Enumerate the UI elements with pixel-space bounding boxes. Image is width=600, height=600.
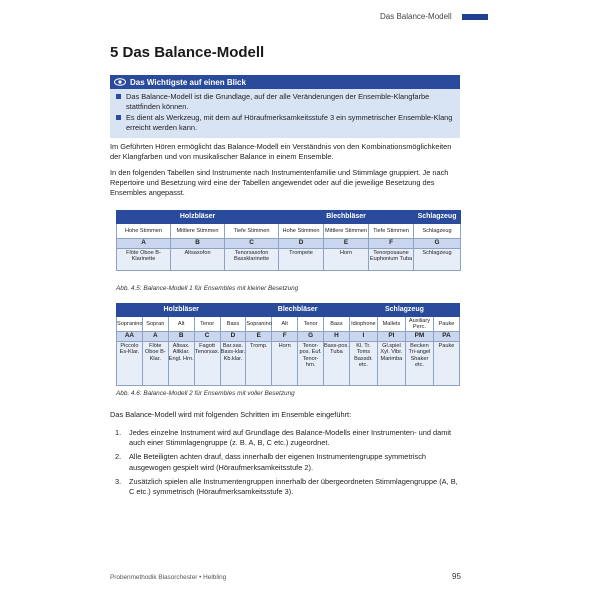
balance-table-1	[116, 210, 461, 271]
table-voice-row	[117, 224, 461, 239]
letter-cell: D	[220, 332, 246, 342]
voice-cell: Tenor	[298, 317, 324, 332]
letter-cell: E	[324, 239, 369, 249]
paragraph-tables: In den folgenden Tabellen sind Instrumente nach Instrumentenfamilie und Stimmlage gruppiert. Je nach Repertoire und Besetzung wird eine der Tabellen angewendet oder auf die jeweilige Besetzung des Ensembles angepasst.	[110, 168, 449, 198]
list-item-number: 1.	[115, 428, 122, 437]
letter-cell: B	[168, 332, 194, 342]
table-letter-row	[117, 239, 461, 249]
voice-cell: Tiefe Stimmen	[225, 224, 279, 239]
eye-icon	[114, 78, 126, 86]
voice-cell: Sopranino	[117, 317, 143, 332]
letter-cell: PA	[433, 332, 459, 342]
group-header: Blechbläser	[279, 211, 414, 224]
table-1-caption: Abb. 4.5: Balance-Modell 1 für Ensembles mit kleiner Besetzung	[116, 285, 299, 292]
chapter-title: 5 Das Balance-Modell	[110, 44, 265, 61]
list-item	[115, 477, 463, 497]
voice-cell: Mittlere Stimmen	[171, 224, 225, 239]
instrument-cell: Fagott Tenorsax.	[194, 342, 220, 386]
voice-cell: Pauke	[433, 317, 459, 332]
instrument-cell: Kl. Tr. Toms Bassdr. etc.	[349, 342, 377, 386]
list-item-text: Zusätzlich spielen alle Instrumentengruppen innerhalb der übergeordneten Stimmlagengruppe (A, B, C etc.) symmetrisch (Höraufmerksamkeitsstufe 3).	[129, 476, 458, 497]
steps-intro: Das Balance-Modell wird mit folgenden Schritten im Ensemble eingeführt:	[110, 410, 352, 419]
summary-item-text: Es dient als Werkzeug, mit dem auf Höraufmerksamkeitsstufe 3 ein symmetrischer Ensemble-Klang erreicht werden kann.	[126, 113, 453, 132]
instrument-cell: Tenorsaxofon Bassklarinette	[225, 249, 279, 271]
letter-cell: D	[279, 239, 324, 249]
instrument-cell: Tromp.	[246, 342, 272, 386]
table-group-row	[117, 304, 460, 317]
list-item	[115, 428, 463, 448]
voice-cell: Mittlere Stimmen	[324, 224, 369, 239]
instrument-cell: Pauke	[433, 342, 459, 386]
table-2-caption: Abb. 4.6: Balance-Modell 2 für Ensembles mit voller Besetzung	[116, 390, 295, 397]
letter-cell: B	[171, 239, 225, 249]
summary-item-text: Das Balance-Modell ist die Grundlage, auf der alle Veränderungen der Ensemble-Klangfarbe stattfinden können.	[126, 92, 430, 111]
list-item-number: 3.	[115, 476, 122, 486]
header-section-title: Das Balance-Modell	[380, 12, 452, 21]
letter-cell: H	[324, 332, 350, 342]
instrument-cell: Altsax. Altklar. Engl. Hrn.	[168, 342, 194, 386]
letter-cell: A	[117, 239, 171, 249]
instrument-cell: Trompete	[279, 249, 324, 271]
instrument-cell: Becken Tri-angel Shaker etc.	[405, 342, 433, 386]
summary-box	[110, 75, 460, 138]
instrument-cell: Altsaxofon	[171, 249, 225, 271]
footer-publication: Probenmethodik Blasorchester • Helbling	[110, 574, 227, 581]
instrument-cell: Bass-pos. Tuba	[324, 342, 350, 386]
letter-cell: A	[142, 332, 168, 342]
letter-cell: PM	[405, 332, 433, 342]
summary-box-title: Das Wichtigste auf einen Blick	[130, 77, 246, 87]
summary-item	[116, 113, 454, 133]
steps-list	[115, 428, 463, 501]
table-instrument-row	[117, 249, 461, 271]
letter-cell: I	[349, 332, 377, 342]
voice-cell: Alt	[272, 317, 298, 332]
letter-cell: C	[225, 239, 279, 249]
letter-cell: G	[414, 239, 461, 249]
instrument-cell: Tenor-pos. Euf. Tenor-hrn.	[298, 342, 324, 386]
header-accent-bar	[462, 14, 488, 20]
paragraph-intro: Im Geführten Hören ermöglicht das Balance-Modell ein Verständnis von den Kombinationsmöglichkeiten der Klangfarben und von musikalischer Balance in einem Ensemble.	[110, 142, 452, 162]
summary-item	[116, 92, 454, 112]
summary-box-header	[110, 75, 460, 89]
list-item	[115, 452, 463, 472]
letter-cell: F	[369, 239, 414, 249]
voice-cell: Auxiliary Perc.	[405, 317, 433, 332]
table-letter-row	[117, 332, 460, 342]
voice-cell: Alt	[168, 317, 194, 332]
instrument-cell: Bar.sax. Bass-klar. Kb.klar.	[220, 342, 246, 386]
group-header: Holzbläser	[117, 304, 246, 317]
page-number: 95	[452, 572, 461, 581]
voice-cell: Hohe Stimmen	[279, 224, 324, 239]
table-instrument-row	[117, 342, 460, 386]
letter-cell: G	[298, 332, 324, 342]
instrument-cell: Gl.spiel Xyl. Vibr. Marimba	[377, 342, 405, 386]
summary-box-body	[110, 89, 460, 138]
instrument-cell: Tenorposaune Euphonium Tuba	[369, 249, 414, 271]
list-item-text: Alle Beteiligten achten drauf, dass innerhalb der eigenen Instrumentengruppe symmetrisch ausgewogen gespielt wird (Höraufmerksamkeitsstufe 2).	[129, 452, 427, 472]
letter-cell: AA	[117, 332, 143, 342]
group-header: Holzbläser	[117, 211, 279, 224]
instrument-cell: Flöte Oboe B-Klarinette	[117, 249, 171, 271]
voice-cell: Sopran	[142, 317, 168, 332]
bullet-square-icon	[116, 94, 121, 99]
voice-cell: Mallets	[377, 317, 405, 332]
letter-cell: PI	[377, 332, 405, 342]
voice-cell: Sopranino	[246, 317, 272, 332]
instrument-cell: Horn	[272, 342, 298, 386]
instrument-cell: Flöte Oboe B-Klar.	[142, 342, 168, 386]
instrument-cell: Schlagzeug	[414, 249, 461, 271]
group-header: Blechbläser	[246, 304, 350, 317]
letter-cell: C	[194, 332, 220, 342]
bullet-square-icon	[116, 115, 121, 120]
balance-table-2	[116, 303, 460, 386]
voice-cell: Bass	[220, 317, 246, 332]
voice-cell: Tenor	[194, 317, 220, 332]
voice-cell: Tiefe Stimmen	[369, 224, 414, 239]
list-item-number: 2.	[115, 452, 122, 462]
letter-cell: F	[272, 332, 298, 342]
table-voice-row	[117, 317, 460, 332]
voice-cell: Bass	[324, 317, 350, 332]
group-header: Schlagzeug	[414, 211, 461, 224]
voice-cell: Schlagzeug	[414, 224, 461, 239]
list-item-text: Jedes einzelne Instrument wird auf Grundlage des Balance-Modells einer Instrumenten- und damit auch einer Stimmlagengruppe (z. B. A, B, C etc.) zugeordnet.	[129, 428, 452, 448]
voice-cell: Hohe Stimmen	[117, 224, 171, 239]
letter-cell: E	[246, 332, 272, 342]
instrument-cell: Piccolo Es-Klar.	[117, 342, 143, 386]
instrument-cell: Horn	[324, 249, 369, 271]
group-header: Schlagzeug	[349, 304, 459, 317]
table-group-row	[117, 211, 461, 224]
voice-cell: Idiophone	[349, 317, 377, 332]
